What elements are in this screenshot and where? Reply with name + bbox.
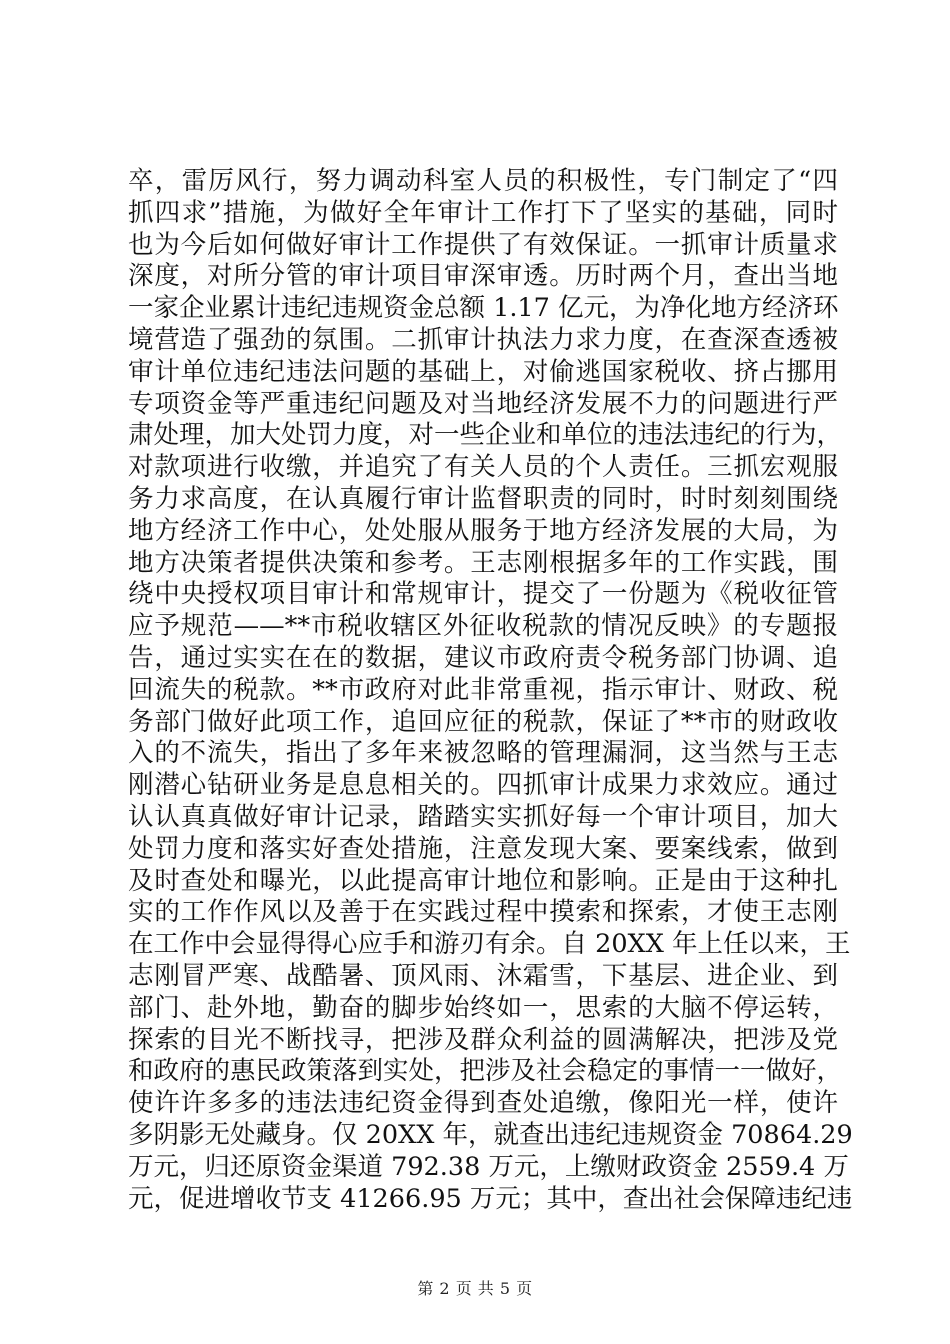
text-line: 实的工作作风以及善于在实践过程中摸索和探索，才使王志刚 xyxy=(128,897,838,928)
text-line: 地方经济工作中心，处处服从服务于地方经济发展的大局，为 xyxy=(128,515,838,546)
text-line: 在工作中会显得得心应手和游刃有余。自 20XX 年上任以来，王 xyxy=(128,929,851,960)
text-line: 入的不流失，指出了多年来被忽略的管理漏洞，这当然与王志 xyxy=(128,738,838,769)
text-line: 部门、赴外地，勤奋的脚步始终如一，思索的大脑不停运转， xyxy=(128,992,838,1023)
text-line: 卒，雷厉风行，努力调动科室人员的积极性，专门制定了“四 xyxy=(128,166,838,196)
text-line: 绕中央授权项目审计和常规审计，提交了一份题为《税收征管 xyxy=(128,579,838,610)
text-line: 和政府的惠民政策落到实处，把涉及社会稳定的事情一一做好， xyxy=(128,1056,843,1087)
text-line: 务力求高度，在认真履行审计监督职责的同时，时时刻刻围绕 xyxy=(128,483,838,514)
text-line: 万元，归还原资金渠道 792.38 万元，上缴财政资金 2559.4 万 xyxy=(128,1151,849,1182)
text-line: 使许许多多的违法违纪资金得到查处追缴，像阳光一样，使许 xyxy=(128,1088,838,1119)
text-line: 境营造了强劲的氛围。二抓审计执法力求力度，在查深查透被 xyxy=(128,324,838,355)
page-footer xyxy=(0,1276,950,1299)
page-number-label: 第 2 页 共 5 页 xyxy=(417,1279,533,1298)
text-line: 探索的目光不断找寻，把涉及群众利益的圆满解决，把涉及党 xyxy=(128,1024,838,1055)
text-line: 深度，对所分管的审计项目审深审透。历时两个月，查出当地 xyxy=(128,261,838,292)
text-line: 专项资金等严重违纪问题及对当地经济发展不力的问题进行严 xyxy=(128,388,838,419)
text-line: 告，通过实实在在的数据，建议市政府责令税务部门协调、追 xyxy=(128,642,838,673)
text-line: 元，促进增收节支 41266.95 万元；其中，查出社会保障违纪违 xyxy=(128,1183,853,1214)
text-line: 回流失的税款。**市政府对此非常重视，指示审计、财政、税 xyxy=(128,674,838,705)
text-line: 一家企业累计违纪违规资金总额 1.17 亿元，为净化地方经济环 xyxy=(128,293,839,324)
text-line: 及时查处和曝光，以此提高审计地位和影响。正是由于这种扎 xyxy=(128,865,838,896)
body-paragraph xyxy=(128,166,853,1215)
text-line: 多阴影无处藏身。仅 20XX 年，就查出违纪违规资金 70864.29 xyxy=(128,1119,853,1150)
text-line: 也为今后如何做好审计工作提供了有效保证。一抓审计质量求 xyxy=(128,229,838,260)
text-line: 审计单位违纪违法问题的基础上，对偷逃国家税收、挤占挪用 xyxy=(128,356,838,387)
text-line: 处罚力度和落实好查处措施，注意发现大案、要案线索，做到 xyxy=(128,833,838,864)
text-line: 务部门做好此项工作，追回应征的税款，保证了**市的财政收 xyxy=(128,706,838,737)
text-line: 志刚冒严寒、战酷暑、顶风雨、沐霜雪，下基层、进企业、到 xyxy=(128,960,838,991)
text-line: 刚潜心钻研业务是息息相关的。四抓审计成果力求效应。通过 xyxy=(128,770,838,801)
text-line: 地方决策者提供决策和参考。王志刚根据多年的工作实践，围 xyxy=(128,547,838,578)
text-line: 肃处理，加大处罚力度，对一些企业和单位的违法违纪的行为， xyxy=(128,420,843,451)
text-line: 认认真真做好审计记录，踏踏实实抓好每一个审计项目，加大 xyxy=(128,801,838,832)
text-line: 对款项进行收缴，并追究了有关人员的个人责任。三抓宏观服 xyxy=(128,452,838,483)
text-line: 抓四求”措施，为做好全年审计工作打下了坚实的基础，同时 xyxy=(128,197,838,228)
text-line: 应予规范——**市税收辖区外征收税款的情况反映》的专题报 xyxy=(128,611,838,642)
